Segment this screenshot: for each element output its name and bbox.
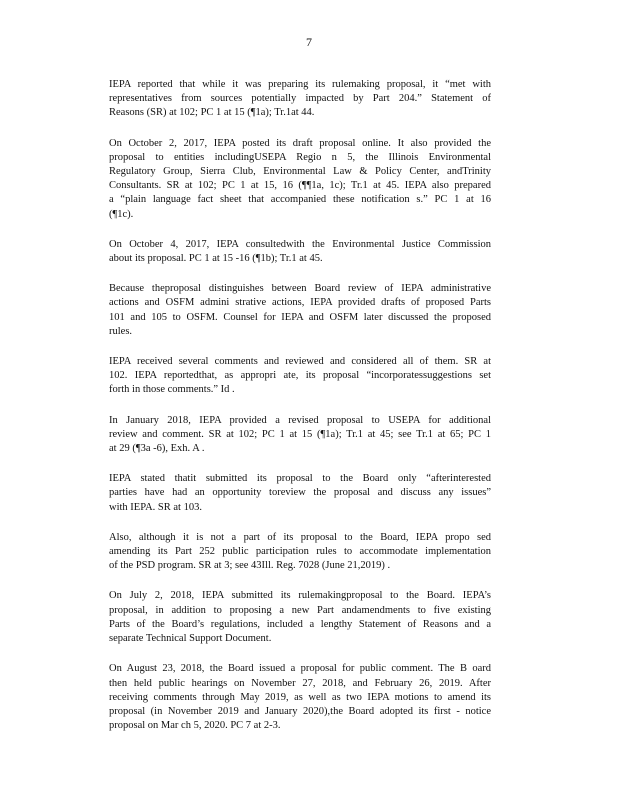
text-line: IEPA received several comments and reviewed and considered all of them. SR at — [109, 356, 491, 368]
paragraph-1 — [109, 78, 491, 121]
paragraph-3 — [109, 238, 491, 266]
text-line: 101 and 105 to OSFM. Counsel for IEPA and OSFM later discussed the proposed — [109, 311, 491, 323]
text-line: representatives from sources potentially impacted by Part 204.” Statement of — [109, 93, 491, 105]
text-line: separate Technical Support Document. — [109, 633, 272, 645]
text-line: then held public hearings on November 27, 2018, and February 26, 2019. After — [109, 677, 491, 689]
paragraph-7 — [109, 472, 491, 515]
text-line: Consultants. SR at 102; PC 1 at 15, 16 (¶¶1a, 1c); Tr.1 at 45. IEPA also prepared — [109, 180, 491, 192]
paragraph-4 — [109, 282, 491, 339]
paragraph-6 — [109, 414, 491, 457]
text-line: actions and OSFM admini strative actions, IEPA provided drafts of proposed Parts — [109, 297, 491, 309]
page-number: 7 — [306, 35, 312, 49]
text-line: Also, although it is not a part of its proposal to the Board, IEPA propo sed — [109, 531, 491, 543]
document-body — [109, 78, 491, 749]
text-line: Because theproposal distinguishes between Board review of IEPA administrative — [109, 283, 491, 295]
text-line: a “plain language fact sheet that accompanied these notification s.” PC 1 at 16 — [109, 194, 491, 206]
text-line: proposal to entities includingUSEPA Regio n 5, the Illinois Environmental — [109, 151, 491, 163]
paragraph-8 — [109, 531, 491, 574]
text-line: 102. IEPA reportedthat, as appropri ate, its proposal “incorporatessuggestions set — [109, 370, 491, 382]
text-line: rules. — [109, 325, 133, 337]
paragraph-10 — [109, 662, 491, 733]
text-line: receiving comments through May 2019, as well as two IEPA motions to amend its — [109, 691, 491, 703]
text-line: (¶1c). — [109, 208, 134, 220]
text-line: On July 2, 2018, IEPA submitted its rulemakingproposal to the Board. IEPA’s — [109, 590, 491, 602]
text-line: about its proposal. PC 1 at 15 -16 (¶1b); Tr.1 at 45. — [109, 253, 323, 265]
text-line: proposal, in addition to proposing a new Part andamendments to five existing — [109, 604, 491, 616]
text-line: On October 2, 2017, IEPA posted its draft proposal online. It also provided the — [109, 137, 491, 149]
paragraph-5 — [109, 355, 491, 398]
text-line: On October 4, 2017, IEPA consultedwith the Environmental Justice Commission — [109, 238, 491, 250]
text-line: proposal (in November 2019 and January 2020),the Board adopted its first - notice — [109, 705, 491, 717]
paragraph-2 — [109, 137, 491, 222]
text-line: of the PSD program. SR at 3; see 43Ill. Reg. 7028 (June 21,2019) . — [109, 560, 391, 572]
text-line: Regulatory Group, Sierra Club, Environmental Law & Policy Center, andTrinity — [109, 166, 491, 178]
text-line: at 29 (¶3a -6), Exh. A . — [109, 443, 205, 455]
text-line: IEPA stated thatit submitted its proposal to the Board only “afterinterested — [109, 473, 491, 485]
text-line: In January 2018, IEPA provided a revised proposal to USEPA for additional — [109, 414, 491, 426]
text-line: On August 23, 2018, the Board issued a proposal for public comment. The B oard — [109, 663, 491, 675]
text-line: parties have had an opportunity toreview the proposal and discuss any issues” — [109, 487, 491, 499]
text-line: proposal on Mar ch 5, 2020. PC 7 at 2-3. — [109, 720, 281, 732]
text-line: review and comment. SR at 102; PC 1 at 15 (¶1a); Tr.1 at 45; see Tr.1 at 65; PC 1 — [109, 428, 491, 440]
text-line: Parts of the Board’s regulations, included a lengthy Statement of Reasons and a — [109, 618, 491, 630]
text-line: IEPA reported that while it was preparing its rulemaking proposal, it “met with — [109, 79, 491, 90]
text-line: forth in those comments.” Id . — [109, 384, 235, 396]
text-line: with IEPA. SR at 103. — [109, 501, 202, 513]
text-line: amending its Part 252 public participation rules to accommodate implementation — [109, 546, 491, 558]
paragraph-9 — [109, 589, 491, 646]
text-line: Reasons (SR) at 102; PC 1 at 15 (¶1a); Tr.1at 44. — [109, 107, 315, 119]
